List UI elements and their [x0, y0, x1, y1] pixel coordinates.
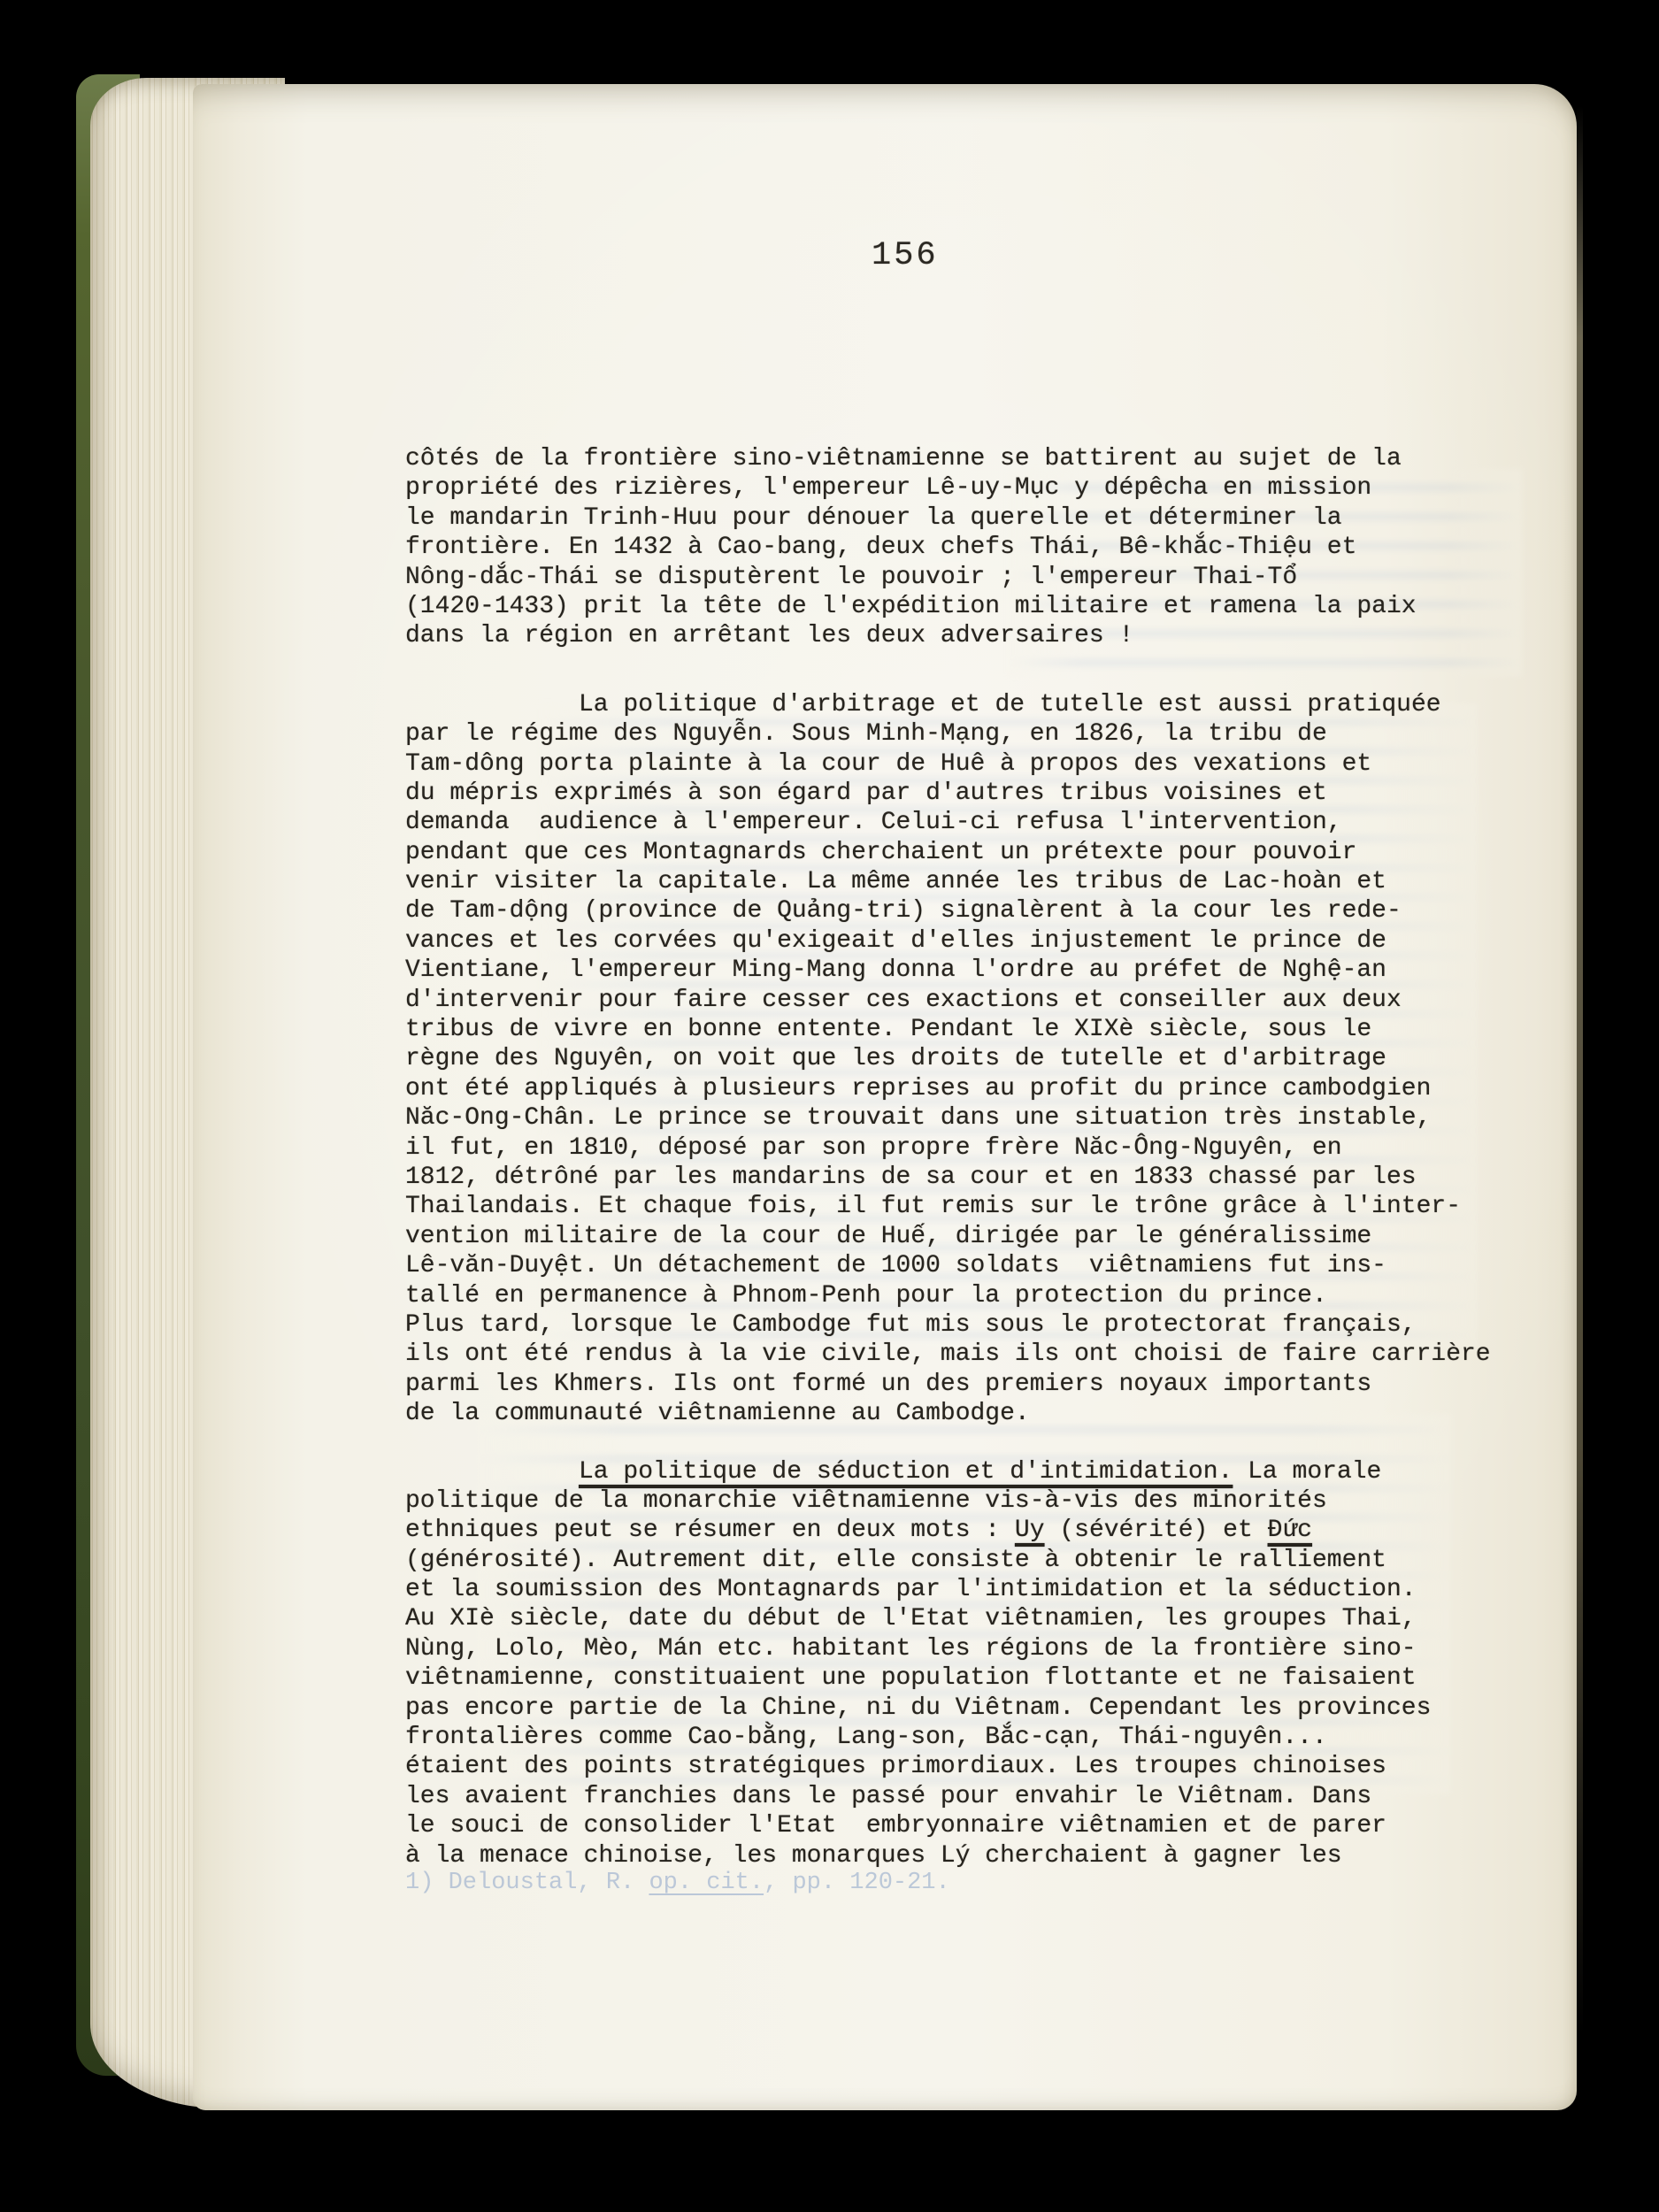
text-segment: de la communauté viêtnamienne au Cambodge.: [405, 1400, 1030, 1428]
text-line: [405, 592, 1480, 621]
text-line: [405, 719, 1480, 749]
underlined-text: op. cit.: [649, 1870, 764, 1896]
text-line: [405, 1222, 1480, 1251]
text-line: [405, 779, 1480, 808]
text-segment: frontière. En 1432 à Cao-bang, deux chefs Thái, Bê-khắc-Thiệu et: [405, 534, 1357, 562]
text-line: [405, 1133, 1480, 1163]
underlined-text: La politique de séduction et d'intimidation.: [579, 1457, 1233, 1486]
text-line: [405, 563, 1480, 592]
text-segment: Au XIè siècle, date du début de l'Etat viêtnamien, les groupes Thai,: [405, 1605, 1417, 1633]
text-segment: demanda audience à l'empereur. Celui-ci refusa l'intervention,: [405, 809, 1342, 837]
text-segment: étaient des points stratégiques primordiaux. Les troupes chinoises: [405, 1753, 1386, 1781]
text-line: [405, 808, 1480, 837]
text-line: [405, 1044, 1480, 1073]
text-segment: de Tam-dộng (province de Quảng-tri) signalèrent à la cour les rede-: [405, 897, 1402, 926]
text-segment: La morale: [1233, 1457, 1382, 1486]
text-segment: (générosité). Autrement dit, elle consiste à obtenir le ralliement: [405, 1546, 1386, 1574]
text-segment: frontalières comme Cao-bằng, Lang-son, Bắc-cạn, Thái-nguyên...: [405, 1724, 1327, 1752]
text-line: [405, 1281, 1480, 1310]
text-segment: vention militaire de la cour de Huế, dirigée par le généralissime: [405, 1222, 1372, 1250]
text-line: [405, 896, 1480, 926]
text-segment: (sévérité) et: [1044, 1517, 1268, 1545]
text-segment: tallé en permanence à Phnom-Penh pour la protection du prince.: [405, 1281, 1327, 1310]
text-segment: côtés de la frontière sino-viêtnamienne se battirent au sujet de la: [405, 445, 1402, 472]
text-line: [405, 1340, 1491, 1369]
text-segment: Năc-Ong-Chân. Le prince se trouvait dans une situation très instable,: [405, 1104, 1432, 1133]
text-line: [405, 749, 1480, 779]
text-line: [405, 986, 1480, 1015]
text-line: [405, 1694, 1480, 1723]
text-line: [405, 838, 1480, 867]
text-segment: tribus de vivre en bonne entente. Pendant le XIXè siècle, sous le: [405, 1016, 1372, 1044]
text-line: [405, 1723, 1480, 1752]
text-line: [405, 533, 1480, 562]
text-segment: et la soumission des Montagnards par l'intimidation et la séduction.: [405, 1576, 1417, 1604]
text-line: [405, 1869, 950, 1898]
text-line: [405, 1163, 1480, 1192]
text-segment: d'intervenir pour faire cesser ces exactions et conseiller aux deux: [405, 986, 1402, 1014]
text-line: [405, 956, 1480, 985]
underlined-text: Uy: [1014, 1517, 1045, 1545]
text-line: [405, 1546, 1480, 1575]
text-segment: Lê-văn-Duyệt. Un détachement de 1000 soldats viêtnamiens fut ins-: [405, 1252, 1386, 1280]
text-line: [405, 1575, 1480, 1604]
text-line: [405, 867, 1480, 896]
text-line: [405, 1663, 1480, 1693]
text-segment: Thailandais. Et chaque fois, il fut remis sur le trône grâce à l'inter-: [405, 1193, 1461, 1221]
footnote-faint: [405, 1869, 950, 1898]
text-segment: Vientiane, l'empereur Ming-Mang donna l'ordre au préfet de Nghệ-an: [405, 956, 1386, 985]
text-line: [405, 1811, 1480, 1840]
text-segment: pendant que ces Montagnards cherchaient un prétexte pour pouvoir: [405, 838, 1357, 866]
text-segment: venir visiter la capitale. La même année les tribus de Lac-hoàn et: [405, 868, 1386, 896]
page-number: 156: [872, 237, 939, 274]
text-line: [405, 1399, 1480, 1428]
text-line: [405, 444, 1480, 473]
text-line: [405, 1103, 1480, 1133]
text-segment: le mandarin Trinh-Huu pour dénouer la querelle et déterminer la: [405, 503, 1342, 532]
text-line: [405, 1457, 1480, 1486]
text-segment: 1812, détrôné par les mandarins de sa cour et en 1833 chassé par les: [405, 1163, 1417, 1191]
text-line: [405, 1604, 1480, 1633]
text-segment: vances et les corvées qu'exigeait d'elles injustement le prince de: [405, 926, 1386, 955]
text-line: [405, 1015, 1480, 1044]
text-segment: ethniques peut se résumer en deux mots :: [405, 1517, 1015, 1545]
text-line: [405, 1634, 1480, 1663]
page-right-edge-highlight: [1577, 106, 1583, 2035]
text-line: [405, 621, 1480, 650]
text-segment: il fut, en 1810, déposé par son propre frère Năc-Ông-Nguyên, en: [405, 1133, 1342, 1162]
paragraph-seduction-intimidation: [405, 1457, 1480, 1870]
text-line: [405, 1516, 1480, 1545]
text-segment: parmi les Khmers. Ils ont formé un des premiers noyaux importants: [405, 1370, 1372, 1398]
text-line: [405, 503, 1480, 533]
text-segment: (1420-1433) prit la tête de l'expédition militaire et ramena la paix: [405, 592, 1417, 620]
text-segment: ils ont été rendus à la vie civile, mais ils ont choisi de faire carrière: [405, 1340, 1491, 1369]
text-segment: , pp. 120-21.: [764, 1870, 950, 1896]
text-line: [405, 1486, 1480, 1516]
underlined-text: Đức: [1267, 1517, 1312, 1545]
text-segment: La politique d'arbitrage et de tutelle est aussi pratiquée: [579, 690, 1441, 718]
paragraph-arbitrage: [405, 690, 1491, 1429]
text-line: [405, 690, 1480, 719]
text-line: [405, 1752, 1480, 1781]
text-segment: viêtnamienne, constituaient une population flottante et ne faisaient: [405, 1664, 1417, 1693]
text-segment: Plus tard, lorsque le Cambodge fut mis sous le protectorat français,: [405, 1310, 1417, 1339]
text-segment: ont été appliqués à plusieurs reprises au profit du prince cambodgien: [405, 1074, 1432, 1102]
text-line: [405, 1782, 1480, 1811]
text-segment: politique de la monarchie viêtnamienne vis-à-vis des minorités: [405, 1486, 1327, 1515]
text-line: [405, 926, 1480, 956]
text-line: [405, 1841, 1480, 1870]
text-line: [405, 1310, 1480, 1340]
text-line: [405, 1192, 1480, 1221]
text-segment: Tam-dông porta plainte à la cour de Huê à propos des vexations et: [405, 749, 1372, 778]
text-segment: règne des Nguyên, on voit que les droits de tutelle et d'arbitrage: [405, 1045, 1386, 1073]
text-line: [405, 1370, 1480, 1399]
text-segment: propriété des rizières, l'empereur Lê-uy-Mục y dépêcha en mission: [405, 474, 1372, 503]
text-segment: à la menace chinoise, les monarques Lý cherchaient à gagner les: [405, 1841, 1342, 1870]
text-line: [405, 1074, 1480, 1103]
text-line: [405, 473, 1480, 503]
text-segment: Nùng, Lolo, Mèo, Mán etc. habitant les régions de la frontière sino-: [405, 1634, 1417, 1663]
text-segment: 1) Deloustal, R.: [405, 1870, 649, 1896]
text-segment: du mépris exprimés à son égard par d'autres tribus voisines et: [405, 779, 1327, 807]
body-text: [405, 444, 1491, 1870]
text-segment: dans la région en arrêtant les deux adversaires !: [405, 622, 1134, 650]
text-segment: Nông-dắc-Thái se disputèrent le pouvoir ; l'empereur Thai-Tổ: [405, 563, 1298, 591]
paragraph-continuation: [405, 444, 1480, 651]
text-segment: par le régime des Nguyễn. Sous Minh-Mạng, en 1826, la tribu de: [405, 720, 1327, 749]
text-line: [405, 1251, 1480, 1280]
text-segment: le souci de consolider l'Etat embryonnaire viêtnamien et de parer: [405, 1812, 1386, 1840]
text-segment: les avaient franchies dans le passé pour envahir le Viêtnam. Dans: [405, 1782, 1372, 1810]
text-segment: pas encore partie de la Chine, ni du Viêtnam. Cependant les provinces: [405, 1694, 1432, 1722]
